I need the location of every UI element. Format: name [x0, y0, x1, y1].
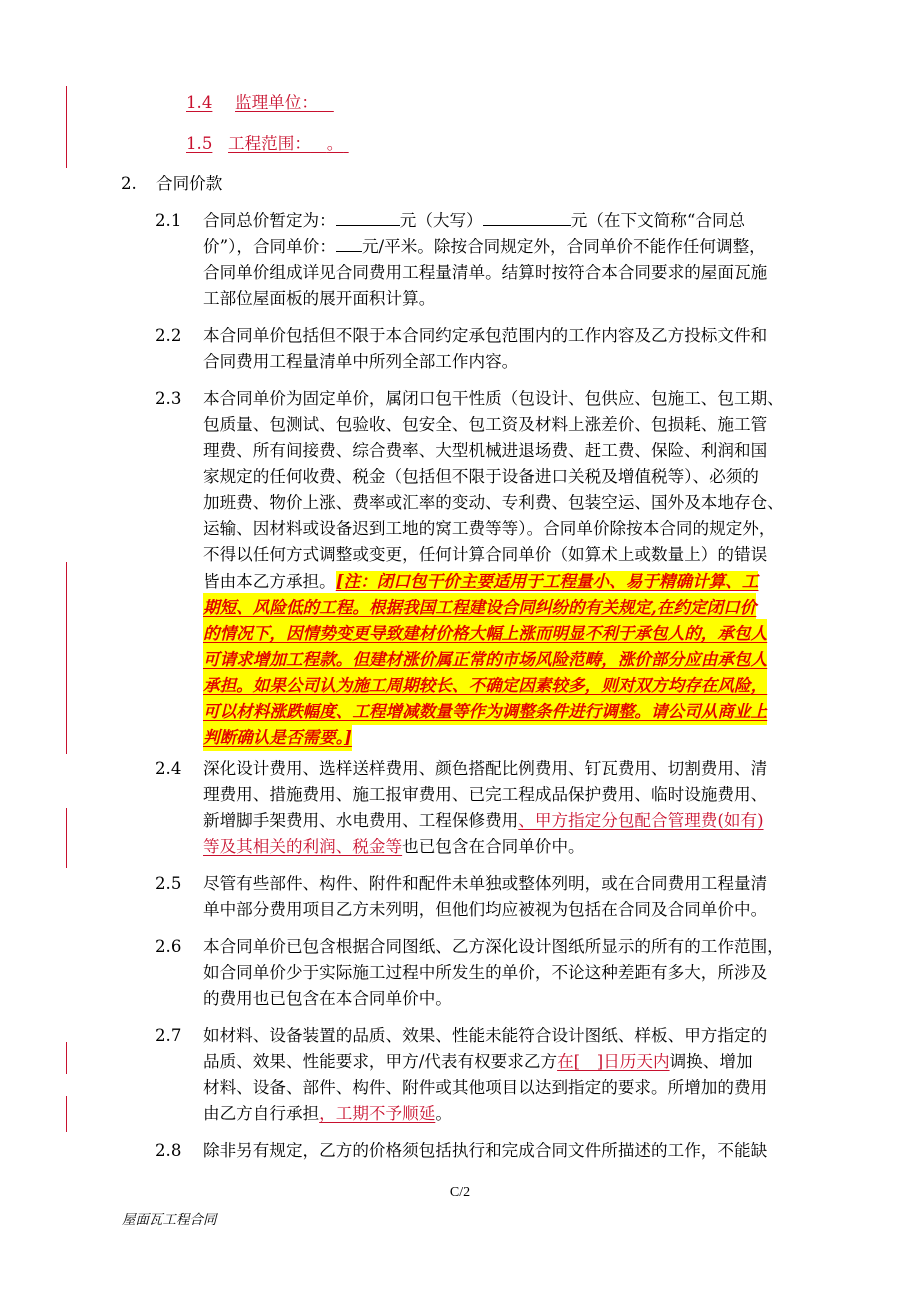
clause-number: 2.4: [155, 759, 182, 778]
highlighted-note: [注：闭口包干价主要适用于工程量小、易于精确计算、工: [335, 571, 759, 591]
clause-2-6: 2.6 本合同单价已包含根据合同图纸、乙方深化设计图纸所显示的所有的工作范围，: [0, 933, 920, 961]
document-title-footer: 屋面瓦工程合同: [122, 1212, 217, 1228]
section-2-heading: [0, 170, 920, 198]
revised-text: ，工期不予顺延: [319, 1104, 436, 1123]
section-title: 合同价款: [156, 174, 223, 193]
clause-text: 合同总价暂定为： 元（大写） 元（在下文简称“合同总: [203, 207, 745, 235]
clause-number: 2.7: [155, 1026, 182, 1045]
clause-line: [0, 723, 920, 751]
clause-2-3: 2.3 本合同单价为固定单价，属闭口包干性质（包设计、包供应、包施工、包工期、: [0, 385, 920, 413]
clause-number: 2.3: [155, 389, 182, 408]
amount-words-blank: [483, 207, 571, 226]
clause-line: 工部位屋面板的展开面积计算。: [203, 289, 436, 308]
clause-line: [0, 645, 920, 673]
clause-line: [0, 697, 920, 725]
clause-line: 理费用、措施费用、施工报审费用、已完工程成品保护费用、临时设施费用、: [203, 785, 768, 804]
clause-number: 2.1: [155, 211, 182, 230]
clause-line: 皆由本乙方承担。[注：闭口包干价主要适用于工程量小、易于精确计算、工: [203, 571, 759, 591]
clause-number: 2.5: [155, 874, 182, 893]
clause-2-7: 2.7 如材料、设备装置的品质、效果、性能未能符合设计图纸、样板、甲方指定的: [0, 1022, 920, 1050]
clause-line: 价”），合同单价： 元/平米。除按合同规定外，合同单价不能作任何调整，: [0, 233, 920, 261]
clause-2-1: [0, 207, 920, 235]
clause-line: 单中部分费用项目乙方未列明，但他们均应被视为包括在合同及合同单价中。: [203, 900, 768, 919]
clause-line: [0, 619, 920, 647]
highlighted-note: 的情况下，因情势变更导致建材价格大幅上涨而明显不利于承包人的，承包人: [203, 619, 767, 647]
clause-2-2: 2.2 本合同单价包括但不限于本合同约定承包范围内的工作内容及乙方投标文件和: [0, 322, 920, 350]
clause-line: 加班费、物价上涨、费率或汇率的变动、专利费、包装空运、国外及本地存仓、: [203, 493, 784, 512]
clause-line: 运输、因材料或设备迟到工地的窝工费等等）。合同单价除按本合同的规定外，: [203, 519, 776, 538]
clause-line: 包质量、包测试、包验收、包安全、包工资及材料上涨差价、包损耗、施工管: [203, 415, 768, 434]
clause-line: 合同单价组成详见合同费用工程量清单。结算时按符合本合同要求的屋面瓦施: [203, 263, 768, 282]
clause-number: 2.8: [155, 1141, 182, 1160]
revised-text: 等及其相关的利润、税金等: [203, 837, 403, 856]
clause-line: 新增脚手架费用、水电费用、工程保修费用、甲方指定分包配合管理费(如有): [203, 811, 764, 830]
clause-line: 家规定的任何收费、税金（包括但不限于设备进口关税及增值税等）、必须的: [203, 467, 759, 486]
amount-blank: [336, 207, 400, 226]
clause-number: 2.2: [155, 326, 182, 345]
clause-1-5: [0, 130, 920, 158]
clause-line: 理费、所有间接费、综合费率、大型机械进退场费、赶工费、保险、利润和国: [203, 441, 768, 460]
highlighted-note: 承担。如果公司认为施工周期较长、不确定因素较多，则对双方均存在风险，: [203, 671, 767, 699]
clause-text: 工程范围： 。: [228, 134, 344, 153]
clause-2-5: 2.5 尽管有些部件、构件、附件和配件未单独或整体列明，或在合同费用工程量清: [0, 870, 920, 898]
page-number: C/2: [449, 1185, 471, 1200]
clause-line: 等及其相关的利润、税金等也已包含在合同单价中。: [203, 837, 585, 856]
highlighted-note: 判断确认是否需要。]: [203, 723, 352, 751]
clause-2-4: 2.4 深化设计费用、选样送样费用、颜色搭配比例费用、钉瓦费用、切割费用、清: [0, 755, 920, 783]
clause-line: 品质、效果、性能要求，甲方/代表有权要求乙方在[ ]日历天内调换、增加: [203, 1052, 753, 1071]
clause-1-4: [0, 89, 920, 117]
unit-price-blank: [336, 233, 362, 252]
clause-number: 1.4: [186, 93, 213, 112]
clause-line: [0, 671, 920, 699]
revised-text: 、甲方指定分包配合管理费(如有): [518, 811, 764, 830]
clause-2-8: 2.8 除非另有规定，乙方的价格须包括执行和完成合同文件所描述的工作，不能缺: [0, 1137, 920, 1165]
section-number: 2.: [121, 174, 137, 193]
highlighted-note: 可请求增加工程款。但建材涨价属正常的市场风险范畴，涨价部分应由承包人: [203, 645, 767, 673]
clause-number: 2.6: [155, 937, 182, 956]
clause-line: [0, 593, 920, 621]
clause-line: 合同费用工程量清单中所列全部工作内容。: [203, 352, 519, 371]
revised-text: 在[ ]日历天内: [557, 1052, 670, 1071]
highlighted-note: 可以材料涨跌幅度、工程增减数量等作为调整条件进行调整。请公司从商业上: [203, 697, 767, 725]
highlighted-note: 期短、风险低的工程。根据我国工程建设合同纠纷的有关规定,在约定闭口价: [203, 593, 756, 621]
clause-text: 监理单位：: [235, 93, 318, 112]
clause-line: 由乙方自行承担，工期不予顺延。: [203, 1104, 452, 1123]
clause-line: 不得以任何方式调整或变更，任何计算合同单价（如算术上或数量上）的错误: [203, 545, 768, 564]
clause-number: 1.5: [186, 134, 213, 153]
clause-line: 如合同单价少于实际施工过程中所发生的单价，不论这种差距有多大，所涉及: [203, 963, 768, 982]
clause-line: 的费用也已包含在本合同单价中。: [203, 989, 452, 1008]
clause-line: 材料、设备、部件、构件、附件或其他项目以达到指定的要求。所增加的费用: [203, 1078, 768, 1097]
